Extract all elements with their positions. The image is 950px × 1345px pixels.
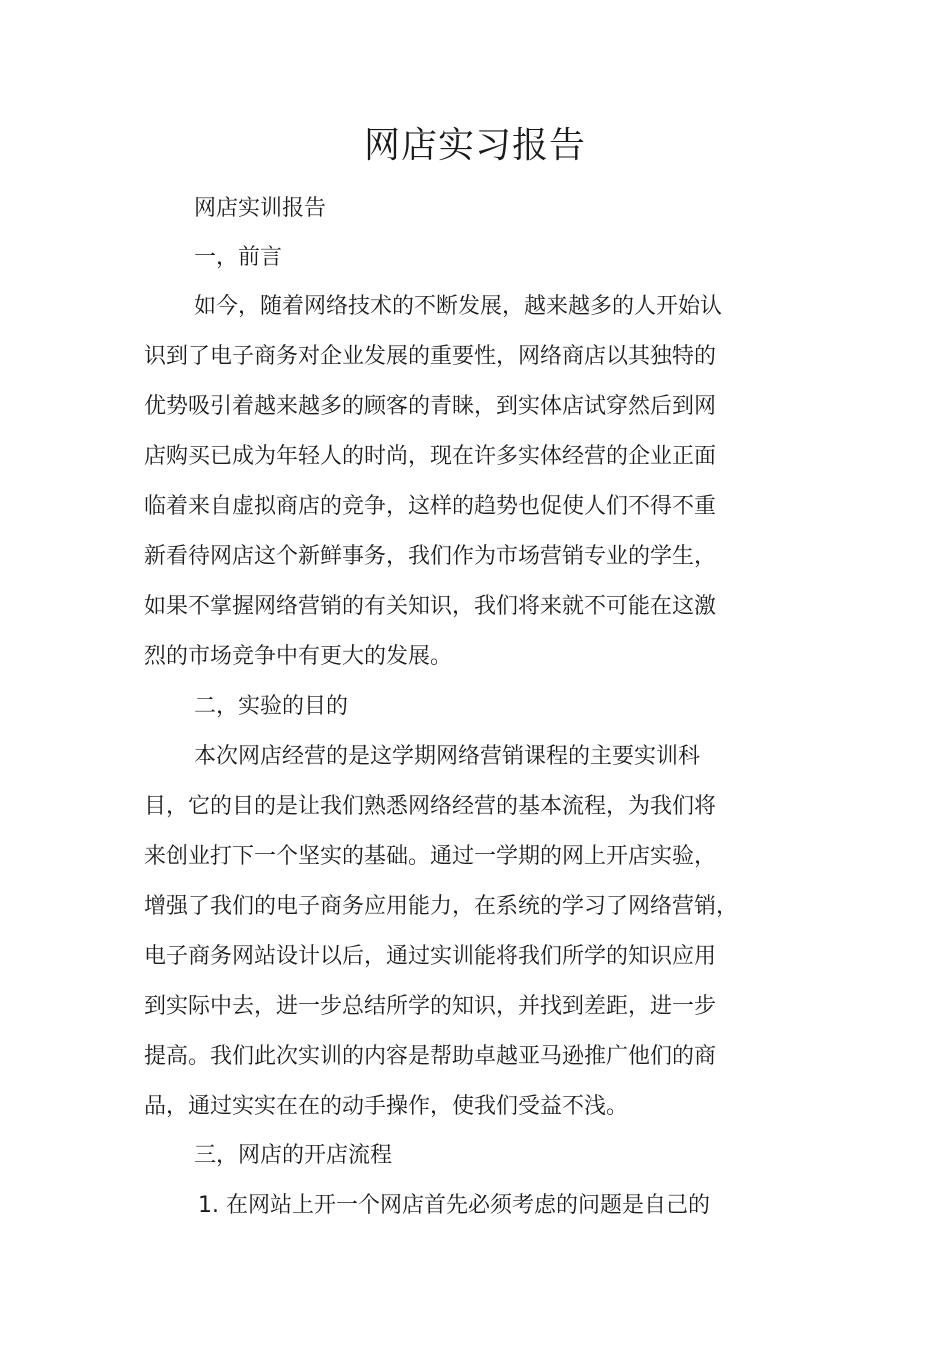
paragraph-line: 如今，随着网络技术的不断发展，越来越多的人开始认 (194, 294, 723, 319)
section-heading-2: 二，实验的目的 (194, 694, 349, 719)
paragraph-line: 1. 在网站上开一个网店首先必须考虑的问题是自己的 (198, 1193, 710, 1218)
paragraph-line: 到实际中去，进一步总结所学的知识，并找到差距，进一步 (144, 994, 717, 1019)
paragraph-line: 识到了电子商务对企业发展的重要性，网络商店以其独特的 (144, 344, 717, 369)
paragraph-line: 品，通过实实在在的动手操作，使我们受益不浅。 (144, 1094, 629, 1119)
paragraph-line: 新看待网店这个新鲜事务，我们作为市场营销专业的学生， (144, 544, 717, 569)
paragraph-line: 店购买已成为年轻人的时尚，现在许多实体经营的企业正面 (144, 444, 717, 469)
paragraph-line: 如果不掌握网络营销的有关知识，我们将来就不可能在这激 (144, 594, 717, 619)
paragraph-line: 烈的市场竞争中有更大的发展。 (144, 644, 453, 669)
paragraph-line: 电子商务网站设计以后，通过实训能将我们所学的知识应用 (144, 944, 717, 969)
document-title: 网店实习报告 (363, 125, 586, 166)
section-heading-1: 一，前言 (194, 245, 283, 270)
paragraph-line: 本次网店经营的是这学期网络营销课程的主要实训科 (194, 744, 701, 769)
paragraph-line: 增强了我们的电子商务应用能力，在系统的学习了网络营销， (144, 894, 739, 919)
paragraph-line: 临着来自虚拟商店的竞争，这样的趋势也促使人们不得不重 (144, 494, 717, 519)
paragraph-line: 来创业打下一个坚实的基础。通过一学期的网上开店实验， (144, 844, 717, 869)
paragraph-line: 目，它的目的是让我们熟悉网络经营的基本流程，为我们将 (144, 794, 717, 819)
section-heading-3: 三，网店的开店流程 (194, 1143, 393, 1168)
paragraph-line: 优势吸引着越来越多的顾客的青睐，到实体店试穿然后到网 (144, 394, 717, 419)
document-subtitle: 网店实训报告 (194, 196, 327, 221)
paragraph-line: 提高。我们此次实训的内容是帮助卓越亚马逊推广他们的商 (144, 1044, 717, 1069)
